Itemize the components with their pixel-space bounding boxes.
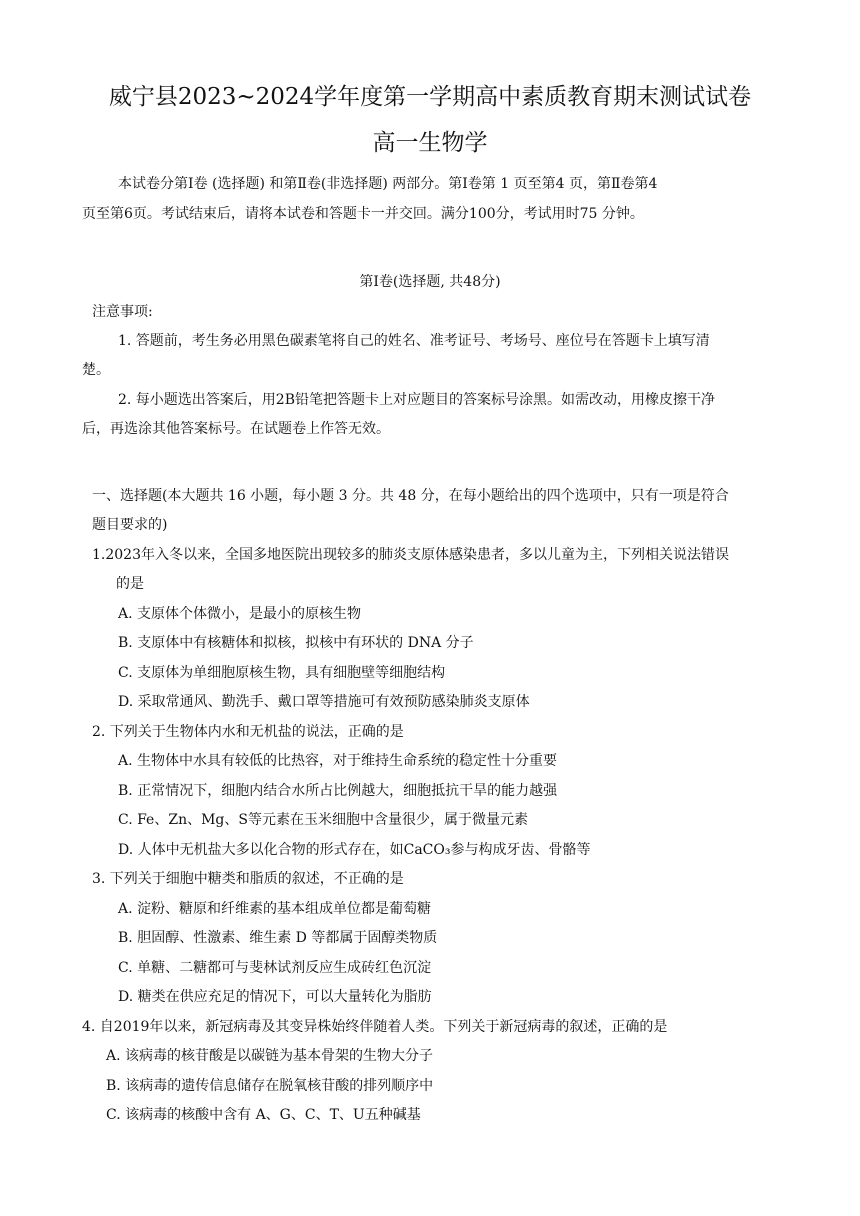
note-2-line-1: 2. 每小题选出答案后，用2B铅笔把答题卡上对应题目的答案标号涂黑。如需改动，用橡皮擦干净: [118, 392, 716, 408]
question-3-option-c: C. 单糖、二糖都可与斐林试剂反应生成砖红色沉淀: [118, 960, 432, 976]
exam-title: 威宁县2023~2024学年度第一学期高中素质教育期末测试试卷: [108, 84, 752, 110]
question-3-option-d: D. 糖类在供应充足的情况下，可以大量转化为脂肪: [118, 989, 432, 1005]
question-2-option-b: B. 正常情况下，细胞内结合水所占比例越大，细胞抵抗干旱的能力越强: [118, 783, 558, 799]
question-4-stem: 4. 自2019年以来，新冠病毒及其变异株始终伴随着人类。下列关于新冠病毒的叙述，正确的是: [82, 1019, 668, 1035]
section-heading: 第Ⅰ卷(选择题, 共48分): [359, 274, 501, 290]
question-1-option-c: C. 支原体为单细胞原核生物，具有细胞壁等细胞结构: [118, 665, 446, 681]
exam-subject: 高一生物学: [372, 130, 488, 156]
question-3-option-b: B. 胆固醇、性激素、维生素 D 等都属于固醇类物质: [118, 930, 438, 946]
part-heading-line-2: 题目要求的): [92, 517, 168, 533]
notes-label: 注意事项:: [92, 304, 153, 320]
question-2-option-c: C. Fe、Zn、Mg、S等元素在玉米细胞中含量很少，属于微量元素: [118, 812, 528, 828]
question-1-stem-line-1: 1.2023年入冬以来，全国多地医院出现较多的肺炎支原体感染患者，多以儿童为主，下列相关说法错误: [92, 547, 729, 563]
question-1-option-a: A. 支原体个体微小，是最小的原核生物: [118, 606, 362, 622]
part-heading-line-1: 一、选择题(本大题共 16 小题，每小题 3 分。共 48 分，在每小题给出的四个选项中，只有一项是符合: [92, 488, 729, 504]
question-1-option-b: B. 支原体中有核糖体和拟核，拟核中有环状的 DNA 分子: [118, 635, 474, 651]
note-1-line-2: 楚。: [82, 362, 110, 378]
intro-line-1: 本试卷分第Ⅰ卷 (选择题) 和第Ⅱ卷(非选择题) 两部分。第Ⅰ卷第 1 页至第4 页，第Ⅱ卷第4: [118, 176, 658, 192]
question-2-stem: 2. 下列关于生物体内水和无机盐的说法，正确的是: [92, 724, 404, 740]
question-2-option-d: D. 人体中无机盐大多以化合物的形式存在，如CaCO₃参与构成牙齿、骨骼等: [118, 842, 591, 858]
question-2-option-a: A. 生物体中水具有较低的比热容，对于维持生命系统的稳定性十分重要: [118, 753, 558, 769]
question-4-option-b: B. 该病毒的遗传信息储存在脱氧核苷酸的排列顺序中: [106, 1078, 434, 1094]
question-3-option-a: A. 淀粉、糖原和纤维素的基本组成单位都是葡萄糖: [118, 901, 432, 917]
question-3-stem: 3. 下列关于细胞中糖类和脂质的叙述，不正确的是: [92, 871, 404, 887]
intro-line-2: 页至第6页。考试结束后，请将本试卷和答题卡一并交回。满分100分，考试用时75 分钟。: [82, 206, 644, 222]
question-4-option-c: C. 该病毒的核酸中含有 A、G、C、T、U五种碱基: [106, 1107, 421, 1123]
note-2-line-2: 后，再选涂其他答案标号。在试题卷上作答无效。: [82, 421, 390, 437]
question-4-option-a: A. 该病毒的核苷酸是以碳链为基本骨架的生物大分子: [106, 1048, 434, 1064]
note-1-line-1: 1. 答题前，考生务必用黑色碳素笔将自己的姓名、准考证号、考场号、座位号在答题卡上填写清: [118, 333, 710, 349]
question-1-option-d: D. 采取常通风、勤洗手、戴口罩等措施可有效预防感染肺炎支原体: [118, 694, 530, 710]
question-1-stem-line-2: 的是: [116, 576, 144, 592]
